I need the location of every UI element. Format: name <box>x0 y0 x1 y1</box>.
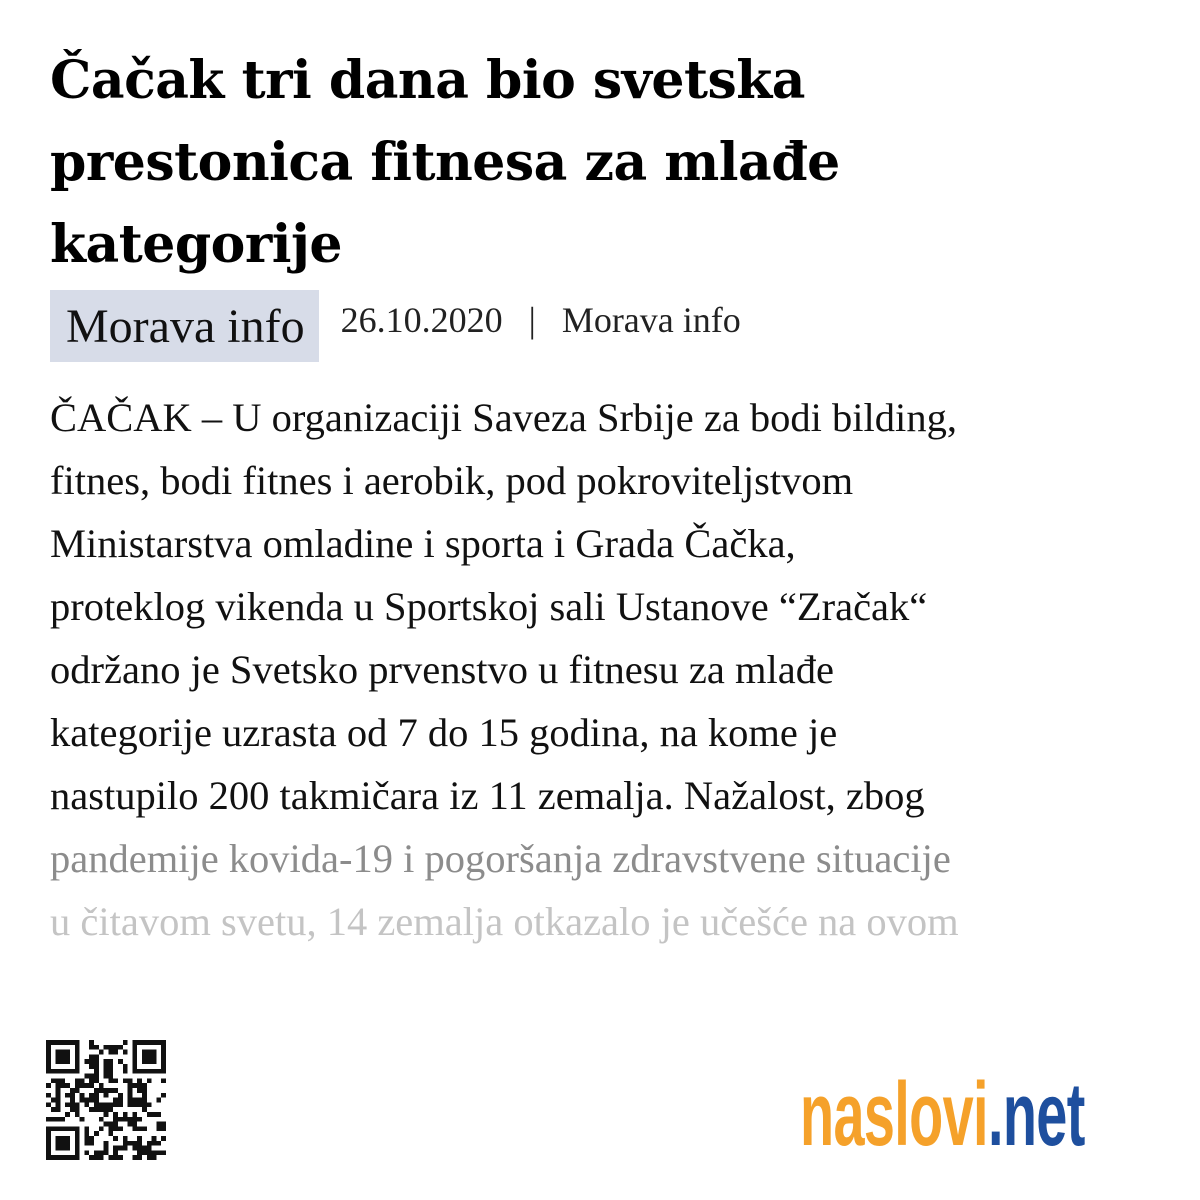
body-line: kategorije uzrasta od 7 do 15 godina, na kome je <box>50 710 838 755</box>
headline-line: prestonica fitnesa za mlađe <box>50 132 840 193</box>
body-line: ČAČAK – U organizaciji Saveza Srbije za bodi bilding, <box>50 395 957 440</box>
qr-code-icon[interactable] <box>46 1038 166 1162</box>
article-headline <box>50 40 1160 286</box>
meta-separator: | <box>528 300 536 340</box>
source-name: Morava info <box>561 300 741 340</box>
headline-line: kategorije <box>50 214 342 275</box>
logo-part-naslovi: naslovi <box>800 1065 988 1165</box>
logo-part-net: .net <box>987 1065 1085 1165</box>
naslovi-net-logo[interactable] <box>800 1060 1085 1170</box>
body-line-faded: pandemije kovida-19 i pogoršanja zdravstvene situacije <box>50 836 951 881</box>
meta-text <box>341 299 741 341</box>
body-line-faded: u čitavom svetu, 14 zemalja otkazalo je učešće na ovom <box>50 899 959 944</box>
article-meta <box>50 290 741 362</box>
headline-line: Čačak tri dana bio svetska <box>50 50 805 111</box>
publish-date: 26.10.2020 <box>340 300 503 340</box>
body-line: nastupilo 200 takmičara iz 11 zemalja. Nažalost, zbog <box>50 773 925 818</box>
body-line: fitnes, bodi fitnes i aerobik, pod pokroviteljstvom <box>50 458 854 503</box>
body-line: Ministarstva omladine i sporta i Grada Čačka, <box>50 521 796 566</box>
article-body <box>50 386 1160 953</box>
body-line: održano je Svetsko prvenstvo u fitnesu za mlađe <box>50 647 834 692</box>
source-badge[interactable]: Morava info <box>50 290 319 362</box>
body-line: proteklog vikenda u Sportskoj sali Ustanove “Zračak“ <box>50 584 928 629</box>
